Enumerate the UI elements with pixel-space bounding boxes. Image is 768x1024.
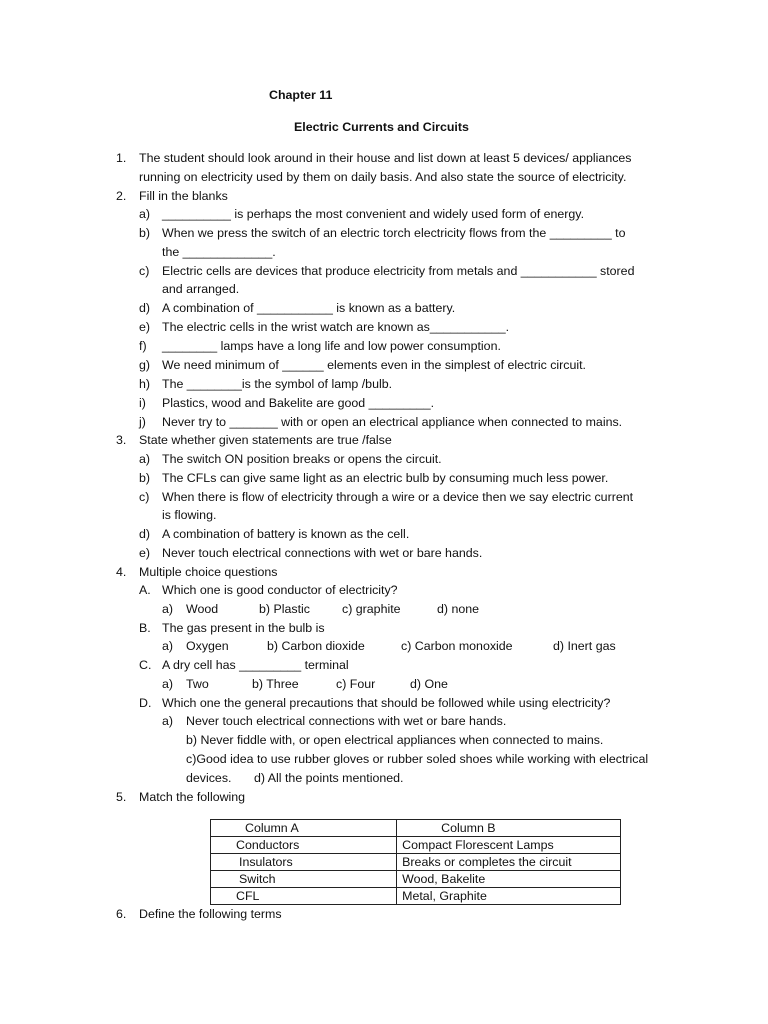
mcq-label: A.: [139, 583, 151, 597]
mcq-option: b) Never fiddle with, or open electrical appliances when connected to mains.: [186, 733, 604, 747]
q4-heading: Multiple choice questions: [139, 565, 278, 579]
list-item: A combination of battery is known as the cell.: [162, 527, 410, 541]
list-item-label: b): [139, 226, 151, 240]
list-item-label: f): [139, 339, 147, 353]
list-item: Never try to _______ with or open an electrical appliance when connected to mains.: [162, 415, 623, 429]
mcq-option: d) none: [437, 602, 480, 616]
mcq-option: c)Good idea to use rubber gloves or rubber soled shoes while working with electrical: [186, 752, 649, 766]
list-item-label: d): [139, 301, 151, 315]
list-item: The ________is the symbol of lamp /bulb.: [162, 377, 393, 391]
mcq-option-label: a): [162, 602, 174, 616]
q6-heading: Define the following terms: [139, 907, 282, 921]
list-item-label: e): [139, 320, 151, 334]
table-header-cell: Column A: [211, 820, 397, 837]
table-cell: Insulators: [211, 854, 397, 871]
table-header-cell: Column B: [397, 820, 621, 837]
table-row: [211, 888, 621, 905]
list-item: We need minimum of ______ elements even in the simplest of electric circuit.: [162, 358, 587, 372]
table-cell: Wood, Bakelite: [397, 871, 621, 888]
table-cell: Switch: [211, 871, 397, 888]
list-item: The switch ON position breaks or opens the circuit.: [162, 452, 442, 466]
mcq-option: d) All the points mentioned.: [254, 771, 404, 785]
list-item-label: d): [139, 527, 151, 541]
mcq-option-label: a): [162, 714, 174, 728]
table-row: [211, 854, 621, 871]
mcq-label: C.: [139, 658, 152, 672]
mcq-question: The gas present in the bulb is: [162, 621, 325, 635]
list-item-continuation: the _____________.: [162, 245, 276, 259]
list-item: Electric cells are devices that produce electricity from metals and ___________ stored: [162, 264, 635, 278]
q1-text-line2: running on electricity used by them on daily basis. And also state the source of electricity.: [139, 170, 627, 184]
table-cell: Compact Florescent Lamps: [397, 837, 621, 854]
mcq-option-label: a): [162, 677, 174, 691]
table-row: [211, 837, 621, 854]
mcq-option: Oxygen: [186, 639, 229, 653]
mcq-option: b) Plastic: [259, 602, 310, 616]
mcq-option: c) Carbon monoxide: [401, 639, 513, 653]
list-item-label: j): [139, 415, 146, 429]
mcq-option: c) graphite: [342, 602, 401, 616]
chapter-number: Chapter 11: [269, 88, 333, 102]
q2-heading: Fill in the blanks: [139, 189, 228, 203]
list-item: Never touch electrical connections with wet or bare hands.: [162, 546, 483, 560]
table-row: [211, 871, 621, 888]
match-table: [210, 819, 621, 905]
mcq-option: b) Three: [252, 677, 299, 691]
page-title: Electric Currents and Circuits: [294, 120, 469, 134]
table-cell: CFL: [211, 888, 397, 905]
mcq-option: d) Inert gas: [553, 639, 616, 653]
mcq-option: d) One: [410, 677, 448, 691]
mcq-question: A dry cell has _________ terminal: [162, 658, 349, 672]
mcq-question: Which one is good conductor of electricity?: [162, 583, 398, 597]
q3-number: 3.: [116, 433, 127, 447]
mcq-option-continuation: devices.: [186, 771, 232, 785]
mcq-question: Which one the general precautions that should be followed while using electricity?: [162, 696, 611, 710]
mcq-option: Wood: [186, 602, 219, 616]
q1-text-line1: The student should look around in their house and list down at least 5 devices/ appliances: [139, 151, 632, 165]
list-item-label: h): [139, 377, 151, 391]
mcq-option: Two: [186, 677, 209, 691]
mcq-option: b) Carbon dioxide: [267, 639, 365, 653]
list-item: When there is flow of electricity through a wire or a device then we say electric current: [162, 490, 634, 504]
list-item-label: b): [139, 471, 151, 485]
list-item: The CFLs can give same light as an electric bulb by consuming much less power.: [162, 471, 609, 485]
list-item-label: c): [139, 490, 150, 504]
mcq-label: D.: [139, 696, 152, 710]
mcq-label: B.: [139, 621, 151, 635]
q5-number: 5.: [116, 790, 127, 804]
list-item-label: e): [139, 546, 151, 560]
list-item-label: a): [139, 207, 151, 221]
q2-number: 2.: [116, 189, 127, 203]
list-item-continuation: is flowing.: [162, 508, 217, 522]
list-item-label: i): [139, 396, 146, 410]
mcq-option: Never touch electrical connections with wet or bare hands.: [186, 714, 507, 728]
table-header-row: [211, 820, 621, 837]
q1-number: 1.: [116, 151, 127, 165]
list-item: ________ lamps have a long life and low power consumption.: [162, 339, 501, 353]
list-item: Plastics, wood and Bakelite are good _________.: [162, 396, 435, 410]
list-item-label: c): [139, 264, 150, 278]
table-cell: Metal, Graphite: [397, 888, 621, 905]
mcq-option: c) Four: [336, 677, 376, 691]
list-item: When we press the switch of an electric torch electricity flows from the _________ to: [162, 226, 626, 240]
list-item-label: g): [139, 358, 151, 372]
q5-heading: Match the following: [139, 790, 246, 804]
list-item-continuation: and arranged.: [162, 282, 240, 296]
table-cell: Conductors: [211, 837, 397, 854]
mcq-option-label: a): [162, 639, 174, 653]
q4-number: 4.: [116, 565, 127, 579]
q6-number: 6.: [116, 907, 127, 921]
q3-heading: State whether given statements are true /false: [139, 433, 392, 447]
list-item-label: a): [139, 452, 151, 466]
list-item: The electric cells in the wrist watch are known as___________.: [162, 320, 510, 334]
table-cell: Breaks or completes the circuit: [397, 854, 621, 871]
list-item: A combination of ___________ is known as a battery.: [162, 301, 456, 315]
list-item: __________ is perhaps the most convenient and widely used form of energy.: [162, 207, 585, 221]
